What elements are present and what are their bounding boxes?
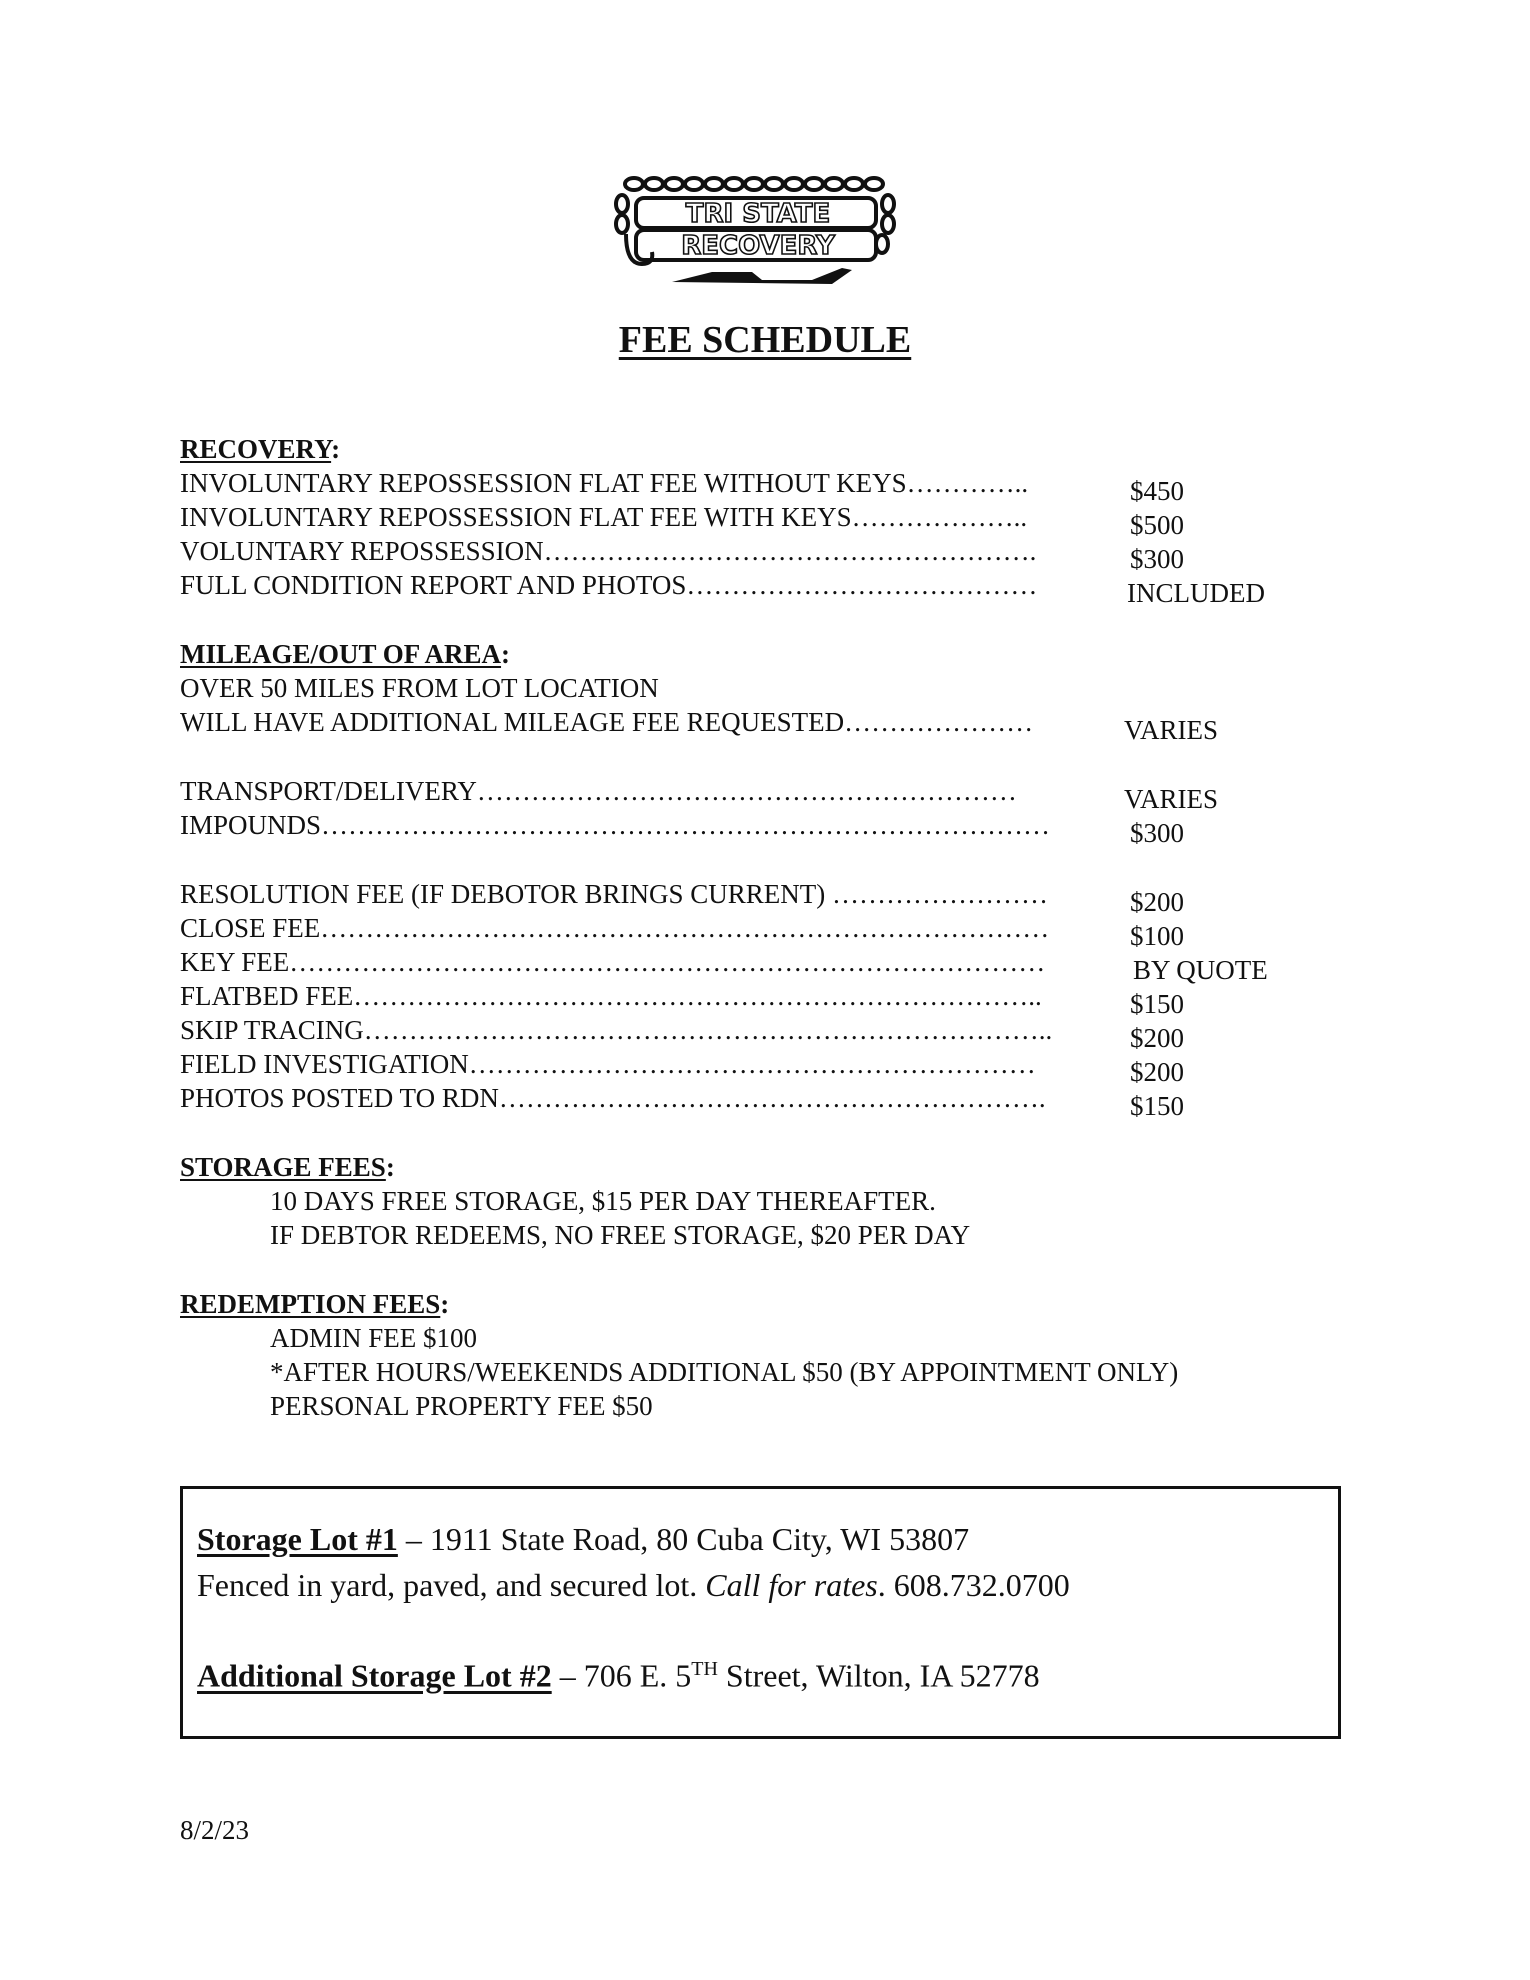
logo-line-1: TRI STATE <box>685 199 831 229</box>
storage-line: 10 DAYS FREE STORAGE, $15 PER DAY THEREAFTER. <box>270 1186 936 1216</box>
redemption-line: ADMIN FEE $100 <box>270 1323 477 1353</box>
tri-state-recovery-logo <box>612 172 900 290</box>
redemption-heading: REDEMPTION FEES: <box>180 1289 450 1319</box>
fee-row: PHOTOS POSTED TO RDN……………………………………………………. $150 <box>180 1083 1184 1121</box>
mileage-line-1: OVER 50 MILES FROM LOT LOCATION <box>180 673 659 703</box>
storage-line: IF DEBTOR REDEEMS, NO FREE STORAGE, $20 PER DAY <box>270 1220 971 1250</box>
tow-truck-silhouette <box>672 268 852 284</box>
fee-row: SKIP TRACING………………………………………………………………….. $200 <box>180 1015 1184 1053</box>
fee-row: FULL CONDITION REPORT AND PHOTOS………………………………… INCLUDED <box>180 570 1265 608</box>
page-title: FEE SCHEDULE <box>618 319 912 361</box>
fee-row: RESOLUTION FEE (IF DEBOTOR BRINGS CURRENT) …………………… $200 <box>180 879 1184 917</box>
redemption-line: PERSONAL PROPERTY FEE $50 <box>270 1391 653 1421</box>
fee-row: FIELD INVESTIGATION……………………………………………………… $200 <box>180 1049 1184 1087</box>
storage-lot-2-title: Additional Storage Lot #2 <box>197 1657 552 1694</box>
fee-row: CLOSE FEE……………………………………………………………………… $100 <box>180 913 1184 951</box>
document-date: 8/2/23 <box>180 1815 250 1845</box>
storage-lot-1-title: Storage Lot #1 <box>197 1521 398 1557</box>
storage-lot-1-details: Fenced in yard, paved, and secured lot. Call for rates. 608.732.0700 <box>197 1567 1070 1603</box>
fee-row: VOLUNTARY REPOSSESSION………………………………………………. $300 <box>180 536 1184 574</box>
fee-row: IMPOUNDS……………………………………………………………………… $300 <box>180 810 1184 848</box>
phone-number: . 608.732.0700 <box>877 1567 1070 1603</box>
fee-row: INVOLUNTARY REPOSSESSION FLAT FEE WITHOUT KEYS………….. $450 <box>180 468 1184 506</box>
storage-heading: STORAGE FEES: <box>180 1152 395 1182</box>
recovery-heading: RECOVERY: <box>180 434 341 464</box>
fee-row: KEY FEE………………………………………………………………………… BY QUOTE <box>180 947 1268 985</box>
storage-lot-2-line: Additional Storage Lot #2 – 706 E. 5TH Street, Wilton, IA 52778 <box>197 1657 1040 1694</box>
storage-lots-box <box>180 1486 1341 1739</box>
chain-links-top <box>625 178 883 190</box>
fee-row: FLATBED FEE………………………………………………………………….. $150 <box>180 981 1184 1019</box>
fee-row: INVOLUNTARY REPOSSESSION FLAT FEE WITH KEYS……………….. $500 <box>180 502 1184 540</box>
redemption-line: *AFTER HOURS/WEEKENDS ADDITIONAL $50 (BY APPOINTMENT ONLY) <box>270 1357 1179 1387</box>
call-for-rates: Call for rates <box>705 1567 878 1603</box>
storage-lot-1-line: Storage Lot #1 – 1911 State Road, 80 Cuba City, WI 53807 <box>197 1521 970 1557</box>
mileage-heading: MILEAGE/OUT OF AREA: <box>180 639 511 669</box>
fee-row: WILL HAVE ADDITIONAL MILEAGE FEE REQUESTED………………… VARIES <box>180 707 1219 745</box>
fee-row: TRANSPORT/DELIVERY…………………………………………………… VARIES <box>180 776 1219 814</box>
logo-line-2: RECOVERY <box>681 231 835 261</box>
